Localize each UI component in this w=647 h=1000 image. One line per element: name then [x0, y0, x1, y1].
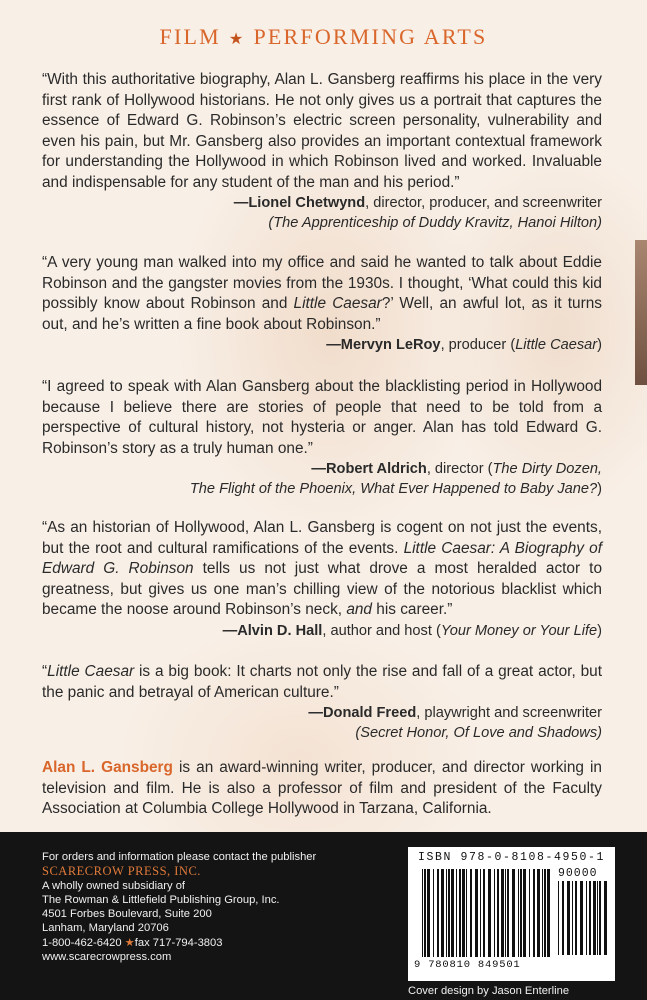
website[interactable]: www.scarecrowpress.com [42, 951, 172, 964]
footer-panel [0, 832, 647, 1000]
photo-edge [635, 240, 647, 385]
author-bio-text: is an award-winning writer, producer, and director working in television and film. He is also a professor of film and president of the Faculty Association at Columbia College Hollywood in Tarzana, California. [42, 759, 602, 817]
address-city: Lanham, Maryland 20706 [42, 922, 169, 935]
quote-attribution: —Alvin D. Hall, author and host (Your Money or Your Life) [222, 622, 602, 639]
attribution-name: —Lionel Chetwynd [233, 195, 366, 211]
quote-text: “Little Caesar is a big book: It charts not only the rise and fall of a great actor, but the panic and betrayal of American culture.” [42, 663, 602, 701]
quote-text: “A very young man walked into my office and said he wanted to talk about Eddie Robinson and the gangster movies from the 1930s. I thought, ‘What could this kid possibly know about Robinson and Little Caesar?’ Well, an awful lot, as it turns out, and he’s written a fine book about Robinson.” [42, 254, 602, 333]
orders-line: For orders and information please contact the publisher [42, 851, 317, 863]
price-code: 90000 [558, 867, 598, 880]
publisher-name: SCARECROW PRESS, INC. [42, 864, 201, 879]
quote-chetwynd [42, 70, 602, 233]
cover-credit: Cover design by Jason Enterline [408, 985, 570, 997]
phone-number: 1-800-462-6420 [42, 936, 122, 949]
attribution-credits: (The Apprenticeship of Duddy Kravitz, Hanoi Hilton) [268, 215, 602, 231]
author-bio [42, 758, 602, 820]
author-name: Alan L. Gansberg [42, 759, 173, 776]
isbn-number: ISBN 978-0-8108-4950-1 [418, 851, 606, 864]
fax-number: fax 717-794-3803 [134, 936, 223, 949]
category-heading [0, 24, 647, 50]
quote-attribution: —Donald Freed, playwright and screenwriter [308, 705, 602, 721]
category-separator: ★ [228, 31, 246, 48]
subsidiary-line: A wholly owned subsidiary of [42, 879, 186, 892]
category-film: FILM [159, 24, 221, 49]
quote-text: “With this authoritative biography, Alan L. Gansberg reaffirms his place in the very first rank of Hollywood historians. He not only gives us a portrait that captures the essence of Edward G. Robinson’s electric screen personality, vulnerability and even his pain, but Mr. Gansberg also provides an important contextual framework for understanding the Hollywood in which Robinson lived and worked. Invaluable and indispensable for any student of the man and his period.” [42, 71, 602, 191]
barcode-digits: 9 780810 849501 [414, 959, 521, 971]
quote-text: “I agreed to speak with Alan Gansberg about the blacklisting period in Hollywood because I believe there are stories of people that need to be told from a perspective of cultural history, not hysteria or anger. Alan has told Edward G. Robinson’s story as a truly human one.” [42, 378, 602, 457]
contact-line [42, 936, 382, 950]
attribution-name: —Robert Aldrich [311, 461, 427, 477]
quote-aldrich: “I agreed to speak with Alan Gansberg about the blacklisting period in Hollywood because I believe there are stories of people that need to be told from a perspective of cultural history, not hysteria or anger. Alan has told Edward G. Robinson’s story as a truly human one.” —Robert Aldrich, director (The Dirty Dozen, The Flight of the Phoenix, What Ever Happened to Baby Jane?) [42, 378, 602, 497]
category-performing-arts: PERFORMING ARTS [253, 24, 488, 49]
quote-text: “As an historian of Hollywood, Alan L. Gansberg is cogent on not just the events, but the root and cultural ramifications of the events. Little Caesar: A Biography of Edward G. Robinson tells us not just what drove a most heralded actor to greatness, but gives us one man’s chilling view of the notorious blacklist which became the noose around Robinson’s neck, and his career.” [42, 519, 603, 618]
quote-hall [42, 518, 602, 641]
quote-attribution [42, 193, 602, 213]
addon-barcode-icon [556, 881, 608, 957]
attribution-name: —Alvin D. Hall [222, 622, 323, 639]
attribution-role: , director, producer, and screenwriter [365, 195, 602, 211]
address-street: 4501 Forbes Boulevard, Suite 200 [42, 908, 212, 921]
attribution-name: —Mervyn LeRoy [326, 337, 441, 353]
parent-company: The Rowman & Littlefield Publishing Group, Inc. [42, 893, 280, 906]
quote-freed: “Little Caesar is a big book: It charts not only the rise and fall of a great actor, but the panic and betrayal of American culture.” —Donald Freed, playwright and screenwriter (Secret Honor, Of Love and Shadows) [42, 663, 602, 741]
star-icon: ★ [124, 936, 135, 949]
isbn-barcode-box [408, 847, 615, 981]
barcode-icon [420, 869, 550, 959]
quote-attribution: —Robert Aldrich, director (The Dirty Dozen, [311, 461, 602, 477]
quote-attribution: —Mervyn LeRoy, producer (Little Caesar) [326, 337, 602, 353]
quote-leroy [42, 253, 602, 355]
attribution-name: —Donald Freed [308, 705, 417, 721]
publisher-info [42, 850, 382, 964]
